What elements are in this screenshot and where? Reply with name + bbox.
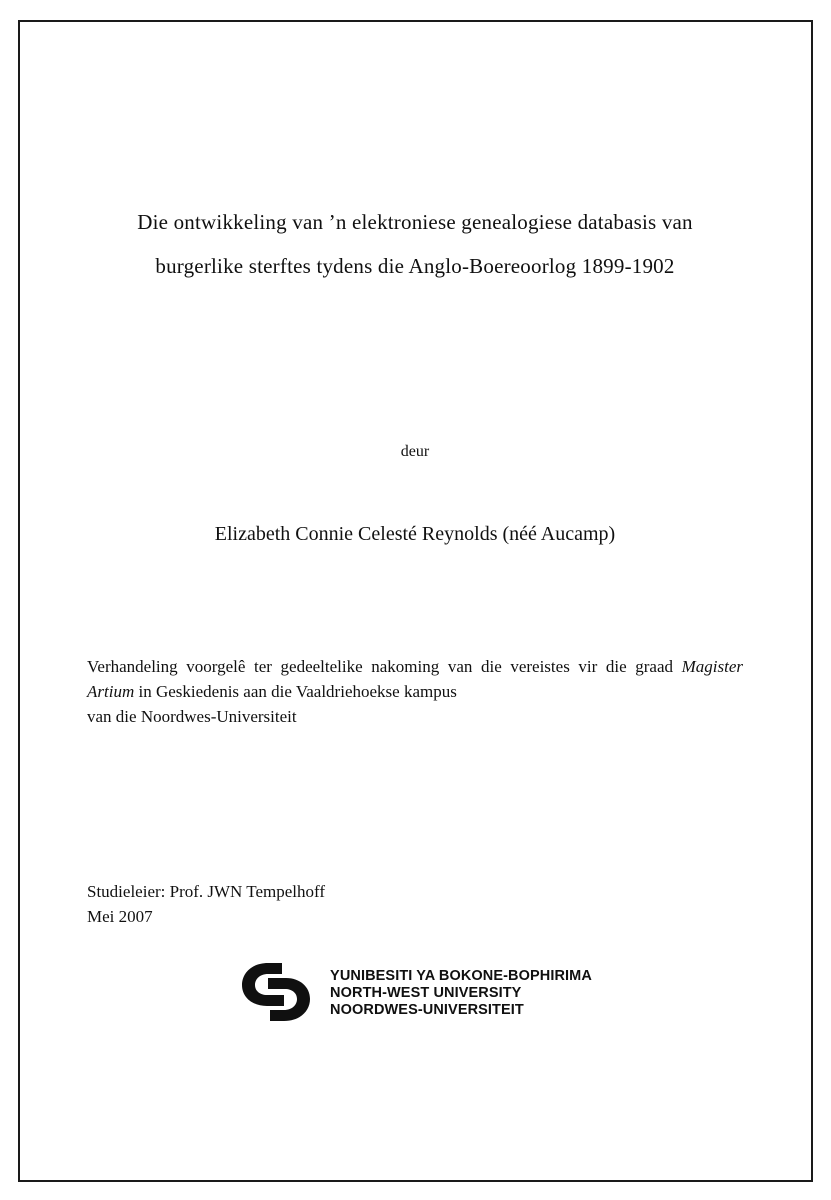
- north-west-university-logo-icon: [238, 959, 320, 1025]
- degree-name: Magister Artium: [87, 657, 743, 701]
- thesis-title: [85, 200, 745, 288]
- supervisor-and-date: [85, 879, 745, 929]
- university-logo-text: [330, 966, 592, 1019]
- degree-statement-part-3: van die Noordwes-Universiteit: [87, 707, 297, 726]
- date-line: Mei 2007: [87, 907, 153, 926]
- degree-statement-part-2: in Geskiedenis aan die Vaaldriehoekse kampus: [134, 682, 457, 701]
- supervisor-line: Studieleier: Prof. JWN Tempelhoff: [87, 882, 326, 901]
- by-label: deur: [400, 443, 430, 460]
- title-line-1: Die ontwikkeling van ’n elektroniese genealogiese databasis van: [137, 210, 693, 234]
- logo-line-3: NOORDWES-UNIVERSITEIT: [330, 1001, 524, 1018]
- title-line-2: burgerlike sterftes tydens die Anglo-Boereoorlog 1899-1902: [155, 254, 675, 278]
- degree-statement: [85, 654, 745, 729]
- logo-line-1: YUNIBESITI YA BOKONE-BOPHIRIMA: [330, 967, 592, 984]
- title-page-content: [85, 40, 745, 1150]
- logo-line-2: NORTH-WEST UNIVERSITY: [330, 984, 522, 1001]
- degree-statement-part-1: Verhandeling voorgelê ter gedeeltelike nakoming van die vereistes vir die graad: [87, 657, 682, 676]
- author-name: Elizabeth Connie Celesté Reynolds (néé Aucamp): [214, 523, 616, 545]
- university-logo: [85, 959, 745, 1025]
